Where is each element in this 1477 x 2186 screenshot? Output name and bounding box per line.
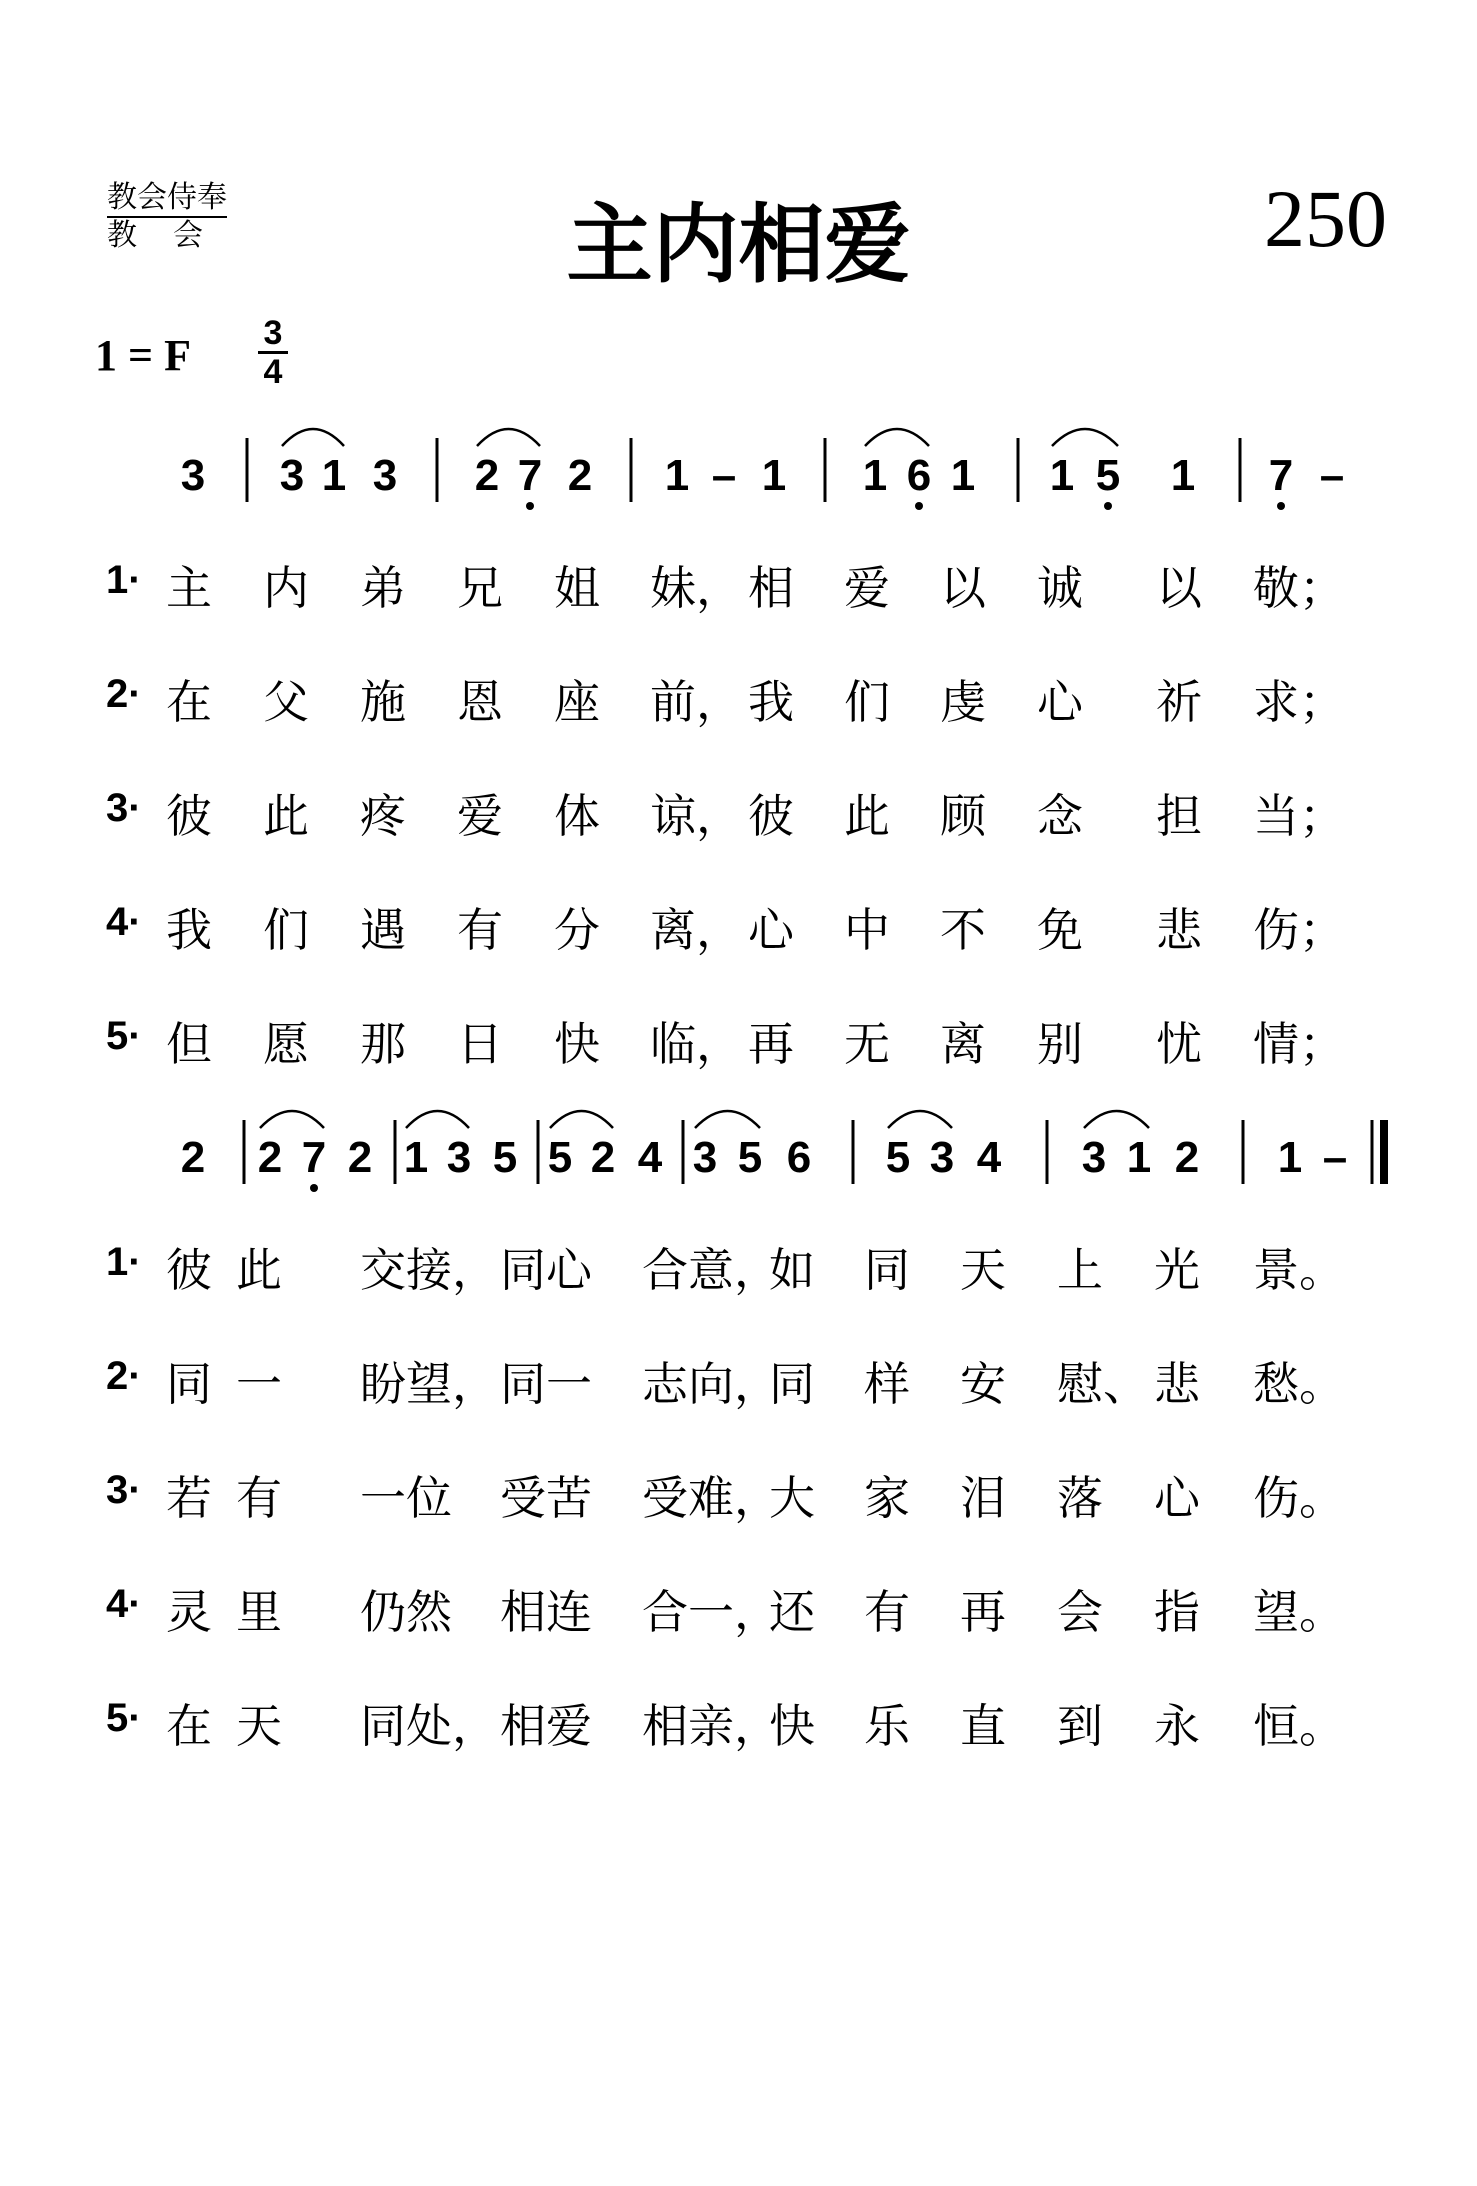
section2-verse-3 bbox=[0, 1462, 1477, 1525]
lyric-syllable: 同心 bbox=[500, 1243, 592, 1297]
verse-number: 5· bbox=[106, 1014, 142, 1058]
lyric-syllable: 姐 bbox=[554, 561, 600, 615]
lyric-syllable: 永 bbox=[1154, 1699, 1200, 1753]
slur bbox=[477, 429, 540, 446]
lyric-syllable: 再 bbox=[748, 1017, 794, 1071]
section1-note: 6 bbox=[906, 451, 932, 500]
section2-verse-2 bbox=[0, 1348, 1477, 1411]
lyric-syllable: 同 bbox=[864, 1243, 910, 1297]
lyric-syllable: 在 bbox=[166, 675, 212, 729]
lyric-syllable: 伤； bbox=[1253, 903, 1345, 957]
lyric-syllable: 如 bbox=[769, 1243, 815, 1297]
category-top: 教会侍奉 bbox=[107, 180, 227, 218]
lyric-syllable: 情； bbox=[1253, 1017, 1345, 1071]
lyric-syllable: 别 bbox=[1037, 1017, 1083, 1071]
lyric-syllable: 相爱 bbox=[500, 1699, 592, 1753]
lyric-syllable: 心 bbox=[748, 903, 794, 957]
lyric-syllable: 以 bbox=[940, 561, 986, 615]
category-bottom: 教会 bbox=[107, 218, 239, 253]
hymn-number: 250 bbox=[1264, 173, 1387, 264]
lyric-syllable: 兄 bbox=[457, 561, 503, 615]
lyric-syllable: 分 bbox=[554, 903, 600, 957]
lyric-syllable: 彼 bbox=[166, 1243, 212, 1297]
lyric-syllable: 乐 bbox=[864, 1699, 910, 1753]
section2-note: 4 bbox=[976, 1133, 1002, 1182]
lyric-syllable: 诚 bbox=[1037, 561, 1083, 615]
lyric-syllable: 样 bbox=[864, 1357, 910, 1411]
lyric-syllable: 父 bbox=[263, 675, 309, 729]
section2-verse-4 bbox=[0, 1576, 1477, 1639]
slur bbox=[550, 1111, 613, 1128]
lyric-syllable: 快 bbox=[769, 1699, 815, 1753]
lyric-syllable: 有 bbox=[236, 1471, 282, 1525]
lyric-syllable: 志向， bbox=[642, 1357, 780, 1411]
lyric-syllable: 恒。 bbox=[1253, 1699, 1345, 1753]
section2-note: 5 bbox=[737, 1133, 763, 1182]
lyric-syllable: 那 bbox=[360, 1017, 406, 1071]
notation-row-1 bbox=[181, 429, 1344, 510]
lyric-syllable: 敬； bbox=[1253, 561, 1345, 615]
lyric-syllable: 疼 bbox=[360, 789, 406, 843]
lyric-syllable: 妹， bbox=[650, 561, 742, 615]
section2-note: 5 bbox=[547, 1133, 573, 1182]
verse-number: 2· bbox=[106, 1354, 142, 1398]
lyric-syllable: 光 bbox=[1154, 1243, 1200, 1297]
lyric-syllable: 体 bbox=[554, 789, 600, 843]
section2-note: 3 bbox=[929, 1133, 955, 1182]
section1-verse-5 bbox=[0, 1008, 1477, 1071]
lyric-syllable: 同 bbox=[166, 1357, 212, 1411]
lyric-syllable: 爱 bbox=[844, 561, 890, 615]
octave-dot-below bbox=[526, 502, 534, 510]
lyric-syllable: 望。 bbox=[1253, 1585, 1345, 1639]
lyric-syllable: 合意， bbox=[642, 1243, 780, 1297]
lyric-syllable: 此 bbox=[236, 1243, 282, 1297]
lyric-syllable: 离， bbox=[650, 903, 742, 957]
verse-number: 2· bbox=[106, 672, 142, 716]
lyric-syllable: 心 bbox=[1154, 1471, 1200, 1525]
lyric-syllable: 祈 bbox=[1156, 675, 1202, 729]
lyric-syllable: 谅， bbox=[650, 789, 742, 843]
section1-note: 3 bbox=[372, 451, 398, 500]
lyric-syllable: 日 bbox=[457, 1017, 503, 1071]
lyric-syllable: 中 bbox=[844, 903, 890, 957]
section2-note: 2 bbox=[257, 1133, 283, 1182]
lyric-syllable: 相亲， bbox=[642, 1699, 780, 1753]
lyric-syllable: 此 bbox=[263, 789, 309, 843]
lyric-syllable: 愿 bbox=[263, 1017, 309, 1071]
section1-note: 7 bbox=[517, 451, 543, 500]
section1-note: 5 bbox=[1095, 451, 1121, 500]
verse-number: 5· bbox=[106, 1696, 142, 1740]
verse-number: 3· bbox=[106, 1468, 142, 1512]
lyric-syllable: 若 bbox=[166, 1471, 212, 1525]
lyric-syllable: 有 bbox=[864, 1585, 910, 1639]
section2-note: 3 bbox=[1081, 1133, 1107, 1182]
section1-note: 1 bbox=[1049, 451, 1075, 500]
section2-note: 5 bbox=[885, 1133, 911, 1182]
lyric-syllable: 一 bbox=[236, 1357, 282, 1411]
slur bbox=[888, 1111, 952, 1128]
lyric-syllable: 伤。 bbox=[1253, 1471, 1345, 1525]
lyric-syllable: 里 bbox=[236, 1585, 282, 1639]
section1-note: – bbox=[711, 451, 737, 500]
section2-note: 1 bbox=[1277, 1133, 1303, 1182]
lyric-syllable: 们 bbox=[263, 903, 309, 957]
lyric-syllable: 以 bbox=[1156, 561, 1202, 615]
lyric-syllable: 到 bbox=[1057, 1699, 1103, 1753]
lyric-syllable: 临， bbox=[650, 1017, 742, 1071]
octave-dot-below bbox=[310, 1184, 318, 1192]
slur bbox=[865, 429, 929, 446]
section2-verse-5 bbox=[0, 1690, 1477, 1753]
section2-note: 6 bbox=[786, 1133, 812, 1182]
verse-number: 4· bbox=[106, 1582, 142, 1626]
lyric-syllable: 当； bbox=[1253, 789, 1345, 843]
section1-note: 2 bbox=[474, 451, 500, 500]
lyric-syllable: 不 bbox=[940, 903, 986, 957]
lyric-syllable: 一位 bbox=[360, 1471, 452, 1525]
octave-dot-below bbox=[915, 502, 923, 510]
lyric-syllable: 我 bbox=[748, 675, 794, 729]
lyric-syllable: 仍然 bbox=[360, 1585, 452, 1639]
section2-verse-1 bbox=[0, 1234, 1477, 1297]
lyric-syllable: 安 bbox=[960, 1357, 1006, 1411]
lyric-syllable: 前， bbox=[650, 675, 742, 729]
lyric-syllable: 求； bbox=[1253, 675, 1345, 729]
lyric-syllable: 上 bbox=[1057, 1243, 1103, 1297]
lyric-syllable: 爱 bbox=[457, 789, 503, 843]
lyric-syllable: 直 bbox=[960, 1699, 1006, 1753]
lyric-syllable: 主 bbox=[166, 561, 212, 615]
lyric-syllable: 悲 bbox=[1156, 903, 1202, 957]
slur bbox=[1084, 1111, 1149, 1128]
lyric-syllable: 盼望， bbox=[360, 1357, 498, 1411]
lyric-syllable: 无 bbox=[844, 1017, 890, 1071]
section2-note: 2 bbox=[180, 1133, 206, 1182]
section1-note: – bbox=[1319, 451, 1345, 500]
section2-note: 3 bbox=[692, 1133, 718, 1182]
section1-note: 1 bbox=[1170, 451, 1196, 500]
section2-note: 2 bbox=[347, 1133, 373, 1182]
section2-note: – bbox=[1322, 1133, 1348, 1182]
verse-number: 1· bbox=[106, 1240, 142, 1284]
lyric-syllable: 忧 bbox=[1156, 1017, 1202, 1071]
section1-note: 1 bbox=[761, 451, 787, 500]
lyric-syllable: 交接， bbox=[360, 1243, 498, 1297]
lyric-syllable: 同处， bbox=[360, 1699, 498, 1753]
lyric-syllable: 指 bbox=[1154, 1585, 1200, 1639]
octave-dot-below bbox=[1104, 502, 1112, 510]
section1-note: 1 bbox=[321, 451, 347, 500]
section1-note: 1 bbox=[664, 451, 690, 500]
lyric-syllable: 离 bbox=[940, 1017, 986, 1071]
lyric-syllable: 同 bbox=[769, 1357, 815, 1411]
section1-note: 2 bbox=[567, 451, 593, 500]
notation-row-2 bbox=[181, 1111, 1384, 1192]
lyric-syllable: 此 bbox=[844, 789, 890, 843]
lyric-syllable: 慰、 bbox=[1057, 1357, 1149, 1411]
section1-note: 1 bbox=[950, 451, 976, 500]
lyric-syllable: 泪 bbox=[960, 1471, 1006, 1525]
lyric-syllable: 家 bbox=[864, 1471, 910, 1525]
lyric-syllable: 们 bbox=[844, 675, 890, 729]
section2-note: 3 bbox=[446, 1133, 472, 1182]
lyric-syllable: 内 bbox=[263, 561, 309, 615]
lyric-syllable: 合一， bbox=[642, 1585, 780, 1639]
section1-note: 1 bbox=[862, 451, 888, 500]
lyric-syllable: 天 bbox=[960, 1243, 1006, 1297]
section1-verse-3 bbox=[0, 780, 1477, 843]
lyric-syllable: 免 bbox=[1037, 903, 1083, 957]
lyric-syllable: 在 bbox=[166, 1699, 212, 1753]
octave-dot-below bbox=[1277, 502, 1285, 510]
lyric-syllable: 快 bbox=[554, 1017, 600, 1071]
lyric-syllable: 施 bbox=[360, 675, 406, 729]
lyric-syllable: 灵 bbox=[166, 1585, 212, 1639]
section1-note: 7 bbox=[1268, 451, 1294, 500]
lyric-syllable: 落 bbox=[1057, 1471, 1103, 1525]
slur bbox=[406, 1111, 469, 1128]
verse-number: 4· bbox=[106, 900, 142, 944]
section2-note: 1 bbox=[403, 1133, 429, 1182]
lyric-syllable: 悲 bbox=[1154, 1357, 1200, 1411]
lyric-syllable: 念 bbox=[1037, 789, 1083, 843]
section1-note: 3 bbox=[180, 451, 206, 500]
lyric-syllable: 遇 bbox=[360, 903, 406, 957]
lyric-syllable: 受苦 bbox=[500, 1471, 592, 1525]
lyric-syllable: 彼 bbox=[748, 789, 794, 843]
slur bbox=[282, 429, 344, 446]
lyric-syllable: 会 bbox=[1057, 1585, 1103, 1639]
lyric-syllable: 座 bbox=[554, 675, 600, 729]
section2-note: 2 bbox=[590, 1133, 616, 1182]
meter-bottom: 4 bbox=[263, 353, 283, 391]
lyric-syllable: 同一 bbox=[500, 1357, 592, 1411]
hymn-title: 主内相爱 bbox=[566, 195, 911, 295]
lyric-syllable: 虔 bbox=[940, 675, 986, 729]
section2-note: 2 bbox=[1174, 1133, 1200, 1182]
key-signature: 1 = F bbox=[95, 331, 191, 380]
lyric-syllable: 恩 bbox=[457, 675, 503, 729]
lyric-syllable: 顾 bbox=[940, 789, 986, 843]
section2-note: 5 bbox=[492, 1133, 518, 1182]
lyric-syllable: 相连 bbox=[500, 1585, 592, 1639]
lyric-syllable: 心 bbox=[1037, 675, 1083, 729]
section1-verse-2 bbox=[0, 666, 1477, 729]
section1-verse-1 bbox=[0, 552, 1477, 615]
meter-top: 3 bbox=[258, 315, 288, 354]
lyric-syllable: 担 bbox=[1156, 789, 1202, 843]
slur bbox=[1052, 429, 1118, 446]
verse-number: 1· bbox=[106, 558, 142, 602]
lyric-syllable: 有 bbox=[457, 903, 503, 957]
lyric-syllable: 再 bbox=[960, 1585, 1006, 1639]
section2-note: 7 bbox=[301, 1133, 327, 1182]
lyric-syllable: 还 bbox=[769, 1585, 815, 1639]
section1-note: 3 bbox=[279, 451, 305, 500]
lyric-syllable: 我 bbox=[166, 903, 212, 957]
lyric-syllable: 彼 bbox=[166, 789, 212, 843]
slur bbox=[260, 1111, 324, 1128]
lyric-syllable: 天 bbox=[236, 1699, 282, 1753]
section1-verse-4 bbox=[0, 894, 1477, 957]
lyric-syllable: 愁。 bbox=[1253, 1357, 1345, 1411]
slur bbox=[695, 1111, 760, 1128]
lyric-syllable: 弟 bbox=[360, 561, 406, 615]
section2-note: 4 bbox=[637, 1133, 663, 1182]
lyric-syllable: 景。 bbox=[1253, 1243, 1345, 1297]
lyric-syllable: 相 bbox=[748, 561, 794, 615]
lyric-syllable: 大 bbox=[769, 1471, 815, 1525]
section2-note: 1 bbox=[1126, 1133, 1152, 1182]
verse-number: 3· bbox=[106, 786, 142, 830]
lyric-syllable: 受难， bbox=[642, 1471, 780, 1525]
lyric-syllable: 但 bbox=[166, 1017, 212, 1071]
